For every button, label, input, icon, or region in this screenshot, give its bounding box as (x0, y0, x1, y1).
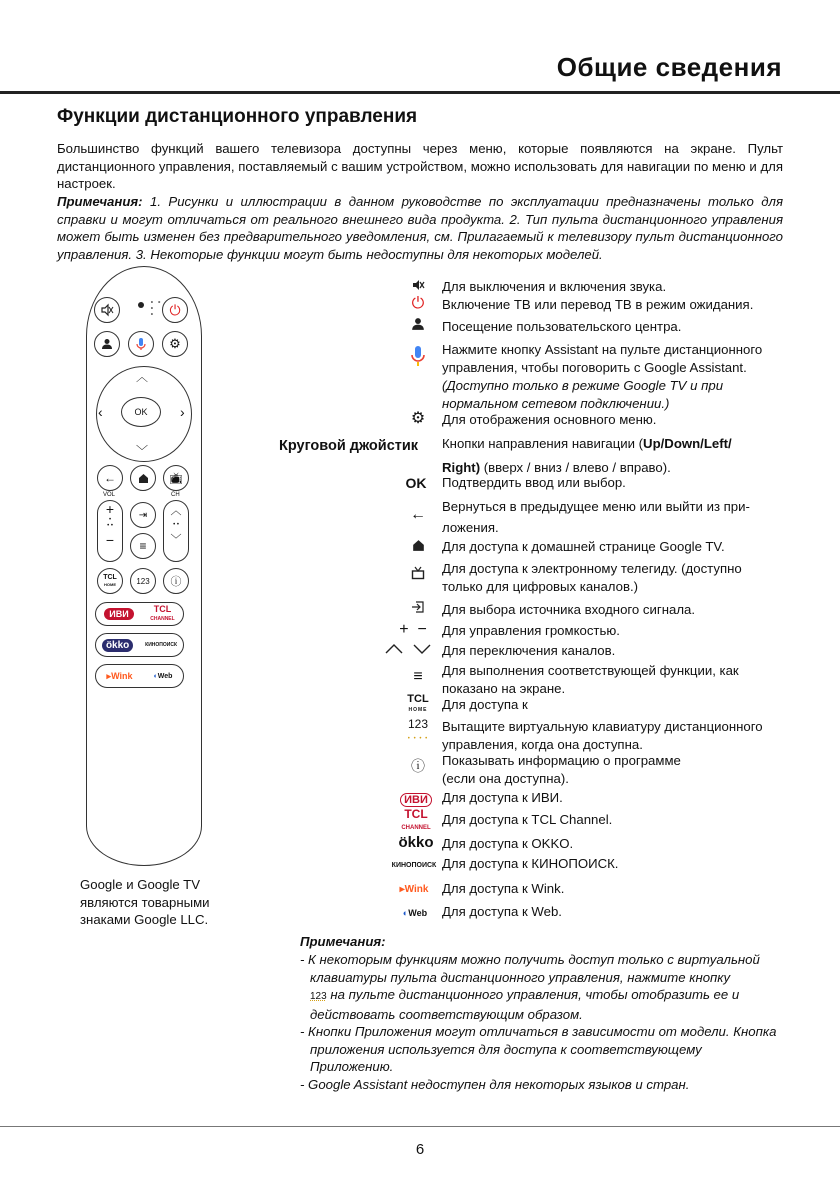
web-logo: ◐Web (402, 908, 428, 918)
keypad-123-icon: 123 • • • • (407, 717, 429, 742)
fn-volume-text: Для управления громкостью. (442, 623, 620, 638)
input-icon (403, 600, 433, 618)
mute-icon (94, 297, 120, 323)
joystick-down-icon: ﹀ (136, 444, 149, 458)
note-paragraph (57, 193, 783, 263)
fn-mute-text: Для выключения и включения звука. (442, 279, 667, 294)
fn-keypad-text: Вытащите виртуальную клавиатуру дистанционного управления, когда она доступна. (442, 719, 763, 752)
assistant-mic-icon (128, 331, 154, 357)
channel-rocker: ︿ • • ﹀ (163, 500, 189, 562)
menu-icon: ≡ (413, 668, 423, 685)
fn-ok-text: Подтвердить ввод или выбор. (442, 475, 626, 490)
footer-divider (0, 1126, 840, 1127)
header-divider (0, 91, 840, 94)
notes-title: Примечания: (300, 934, 386, 949)
home-icon (403, 538, 433, 556)
fn-home-text: Для доступа к домашней странице Google TV. (442, 539, 725, 554)
wink-logo: ▸Wink (106, 670, 133, 681)
joystick-left-icon: ‹ (98, 404, 103, 420)
web-logo: ◐Web (153, 672, 173, 680)
volume-plus-minus-icon: + − (399, 621, 427, 638)
fn-power-text: Включение ТВ или перевод ТВ в режим ожидания. (442, 297, 754, 312)
ch-label: CH (171, 492, 180, 498)
tcl-channel-logo: TCL CHANNEL (150, 604, 175, 622)
vol-label: VOL (103, 492, 116, 498)
back-icon: ← (410, 506, 426, 523)
power-icon: ⏻ (411, 295, 425, 312)
guide-icon: 📺︎ (163, 465, 189, 491)
fn-navigation-text: Кнопки направления навигации (Up/Down/Left/ Right) (вверх / вниз / влево / вправо). (442, 436, 732, 475)
note-item: - Google Assistant недоступен для некоторых языков и стран. (300, 1076, 690, 1092)
note-item: - К некоторым функциям можно получить доступ только с виртуальной клавиатуры пульта дистанционного управления, нажмите кнопку 123 на пульте дистанционного управления, чтобы отобразить ее и действовать соответствующим образом. (300, 952, 760, 1022)
keypad-123-icon: 123 (310, 991, 327, 1002)
power-icon: ⏻ (162, 297, 188, 323)
intro-paragraph: Большинство функций вашего телевизора доступны через меню, которые появляются на экране. Пульт дистанционного управления, поставляемый с вашим устройством, можно использовать для навигации по меню и для настроек. (57, 141, 783, 191)
mute-icon (403, 278, 433, 296)
note-text: 1. Рисунки и иллюстрации в данном руководстве по эксплуатации предназначены только для справки и могут отличаться от реального внешнего вида продукта. 2. Тип пульта дистанционного управления может быть изменен без предварительного уведомления, см. Прилагаемый к телевизору пульт дистанционного управления. 3. Некоторые функции могут быть недоступны для некоторых моделей. (57, 194, 783, 262)
joystick-up-icon: ︿ (136, 370, 149, 384)
fn-tcl-channel-text: Для доступа к TCL Channel. (442, 812, 613, 827)
notes-list (300, 951, 786, 1093)
fn-guide-text: Для доступа к электронному телегиду. (доступно только для цифровых каналов.) (442, 561, 742, 594)
assistant-mic-icon (403, 345, 433, 371)
fn-menu-text: Для отображения основного меню. (442, 412, 657, 427)
joystick-label: Круговой джойстик (279, 438, 419, 454)
gear-icon: ⚙ (162, 331, 188, 357)
user-icon (403, 317, 433, 335)
fn-assistant-text: Нажмите кнопку Assistant на пульте дистанционного управления, чтобы поговорить с Google Assistant. (Доступно только в режиме Google TV и при нормальном сетевом подключении.) (442, 342, 763, 411)
channel-up-down-icon (380, 642, 436, 660)
fn-kinopoisk-text: Для доступа к КИНОПОИСК. (442, 856, 619, 871)
keypad-123-icon: 123 (130, 568, 156, 594)
note-item: - Кнопки Приложения могут отличаться в зависимости от модели. Кнопка приложения используется для доступа к соответствующему Приложению. (300, 1024, 777, 1074)
back-icon: ← (97, 465, 123, 491)
fn-web-text: Для доступа к Web. (442, 904, 562, 919)
fn-user-text: Посещение пользовательского центра. (442, 319, 682, 334)
wink-logo: ▸Wink (399, 884, 429, 895)
fn-okko-text: Для доступа к OKKO. (442, 836, 574, 851)
google-trademark-note: Google и Google TV являются товарными знаками Google LLC. (80, 877, 210, 927)
tcl-channel-logo: TCL CHANNEL (401, 807, 431, 831)
ivi-logo: ИВИ (396, 789, 436, 809)
fn-channel-text: Для переключения каналов. (442, 643, 616, 658)
page-number: 6 (415, 1141, 425, 1158)
okko-logo: ökko (398, 834, 434, 851)
kinopoisk-logo: КИНОПОИСК (145, 642, 178, 648)
fn-tcl-home-text: Для доступа к (442, 697, 528, 712)
joystick-right-icon: › (180, 404, 185, 420)
ivi-tcl-channel-button (95, 602, 184, 626)
remote-ok-button: OK (121, 397, 161, 427)
kinopoisk-logo: КИНОПОИСК (391, 862, 437, 869)
fn-ivi-text: Для доступа к ИВИ. (442, 790, 563, 805)
fn-wink-text: Для доступа к Wink. (442, 881, 565, 896)
wink-web-button (95, 664, 184, 688)
tcl-home-icon: TCL HOME (97, 568, 123, 594)
ivi-logo: ИВИ (104, 608, 133, 620)
input-icon: ⇥ (130, 502, 156, 528)
user-icon (94, 331, 120, 357)
page-header-title: Общие сведения (556, 52, 782, 82)
led-dot (138, 302, 144, 308)
tcl-home-icon: TCL HOME (407, 693, 429, 713)
gear-icon: ⚙ (410, 410, 426, 427)
fn-info-text: Показывать информацию о программе (если она доступна). (442, 753, 681, 786)
fn-options-text: Для выполнения соответствующей функции, как показано на экране. (442, 663, 739, 696)
home-icon (130, 465, 156, 491)
guide-icon (403, 566, 433, 585)
fn-input-text: Для выбора источника входного сигнала. (442, 602, 696, 617)
menu-icon: ≡ (130, 533, 156, 559)
section-title: Функции дистанционного управления (57, 106, 418, 127)
volume-rocker: + • • • − (97, 500, 123, 562)
info-icon: ⓘ (163, 568, 189, 594)
mic-dots-icon: ∘ ∘ ∘ ∘ (150, 300, 163, 318)
okko-logo: ökko (102, 639, 133, 652)
okko-kinopoisk-button (95, 633, 184, 657)
fn-back-text: Вернуться в предыдущее меню или выйти из при- ложения. (442, 499, 750, 535)
info-icon: ⓘ (411, 758, 425, 774)
ok-icon: OK (405, 475, 427, 491)
note-label: Примечания: (57, 194, 143, 209)
